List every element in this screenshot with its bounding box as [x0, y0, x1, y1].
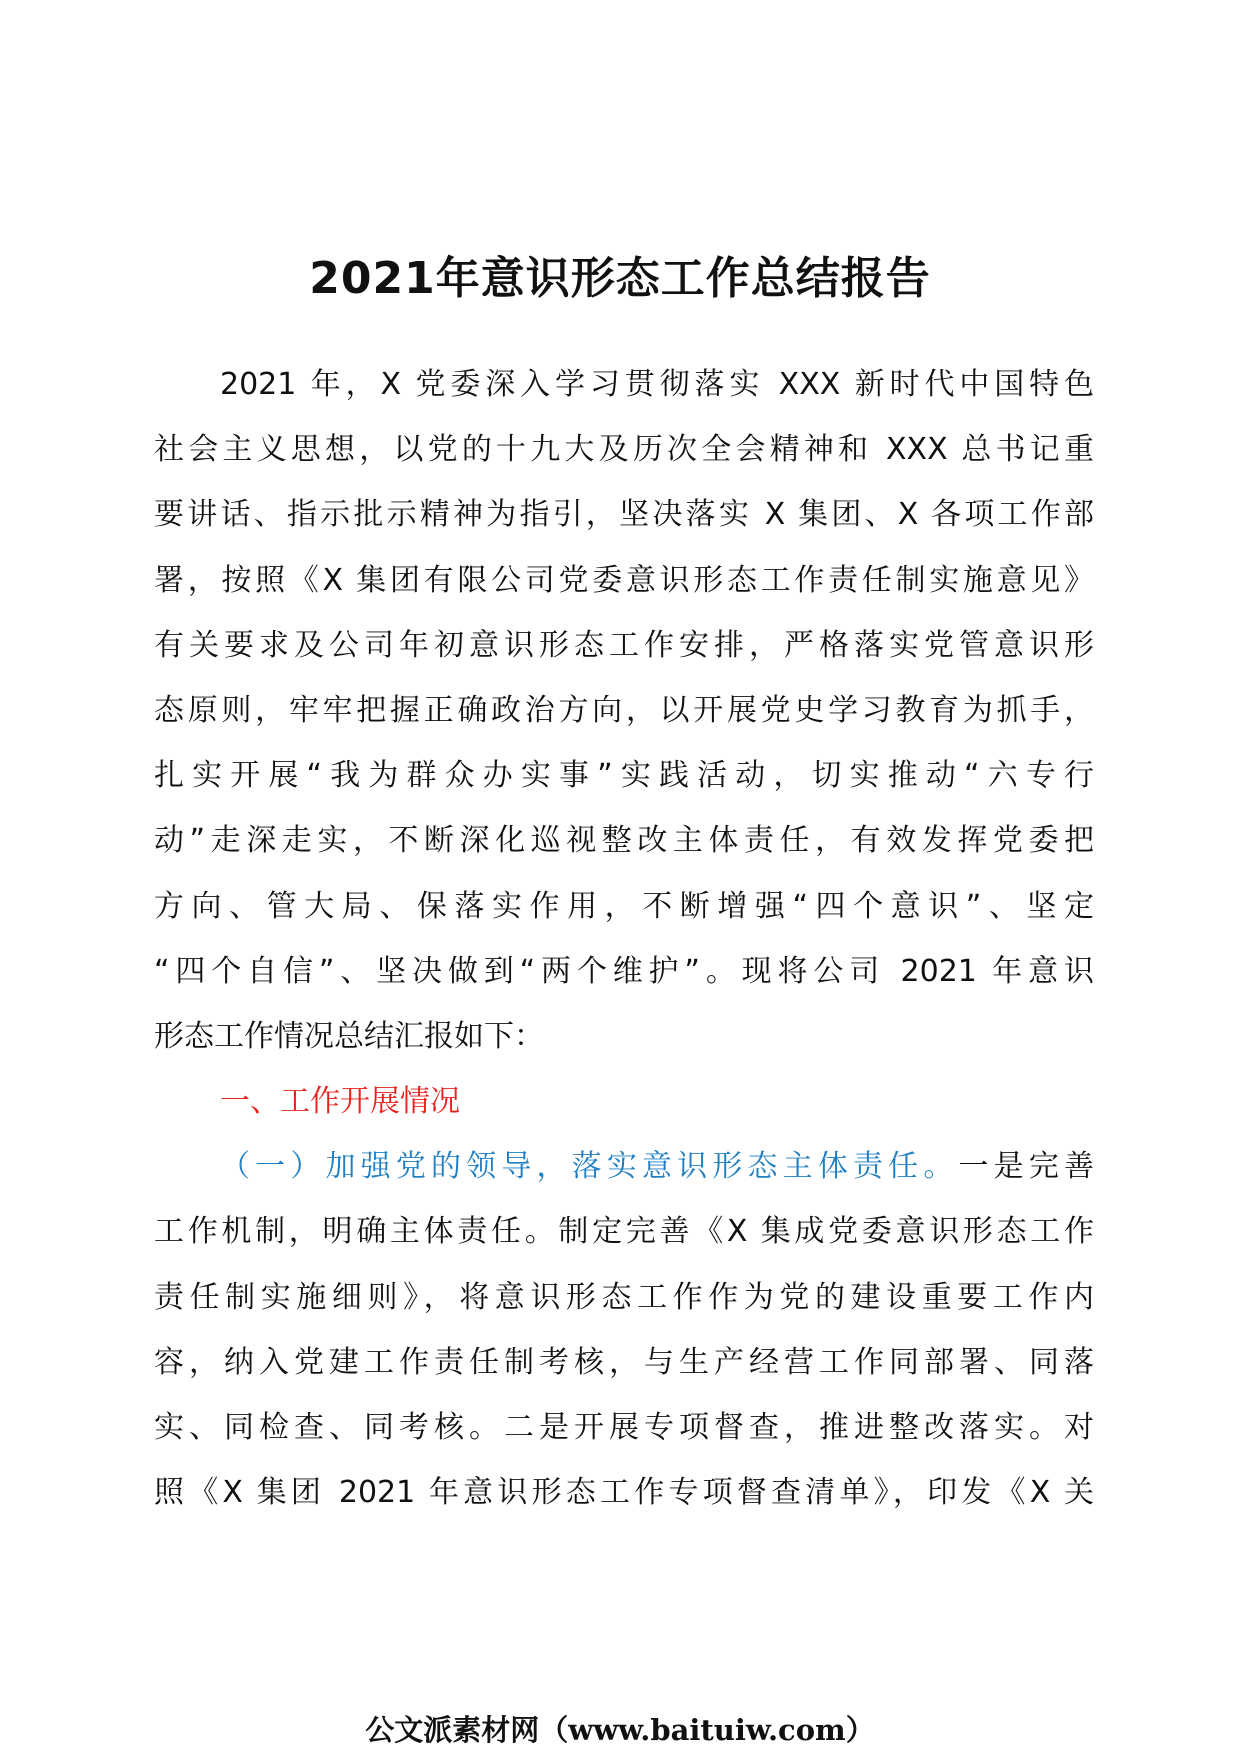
body-line: 要讲话、指示批示精神为指引，坚决落实 X 集团、X 各项工作部 [154, 497, 1094, 533]
body-line: 实、同检查、同考核。二是开展专项督查，推进整改落实。对 [154, 1410, 1094, 1445]
body-line: 方向、管大局、保落实作用，不断增强“四个意识”、坚定 [154, 888, 1094, 924]
body-line: 署，按照《X 集团有限公司党委意识形态工作责任制实施意见》 [154, 562, 1094, 598]
body-line: 容，纳入党建工作责任制考核，与生产经营工作同部署、同落 [154, 1344, 1094, 1380]
body-line: 扎实开展“我为群众办实事”实践活动，切实推动“六专行 [154, 758, 1094, 794]
body-line: 工作机制，明确主体责任。制定完善《X 集成党委意识形态工作 [154, 1214, 1094, 1250]
document-body [154, 352, 1094, 1525]
section-heading: 一、工作开展情况 [220, 1084, 460, 1120]
watermark-footer: 公文派素材网（www.baituiw.com） [365, 1713, 875, 1747]
subsection-first-line [154, 1134, 1094, 1199]
body-line: 有关要求及公司年初意识形态工作安排，严格落实党管意识形 [154, 627, 1094, 663]
body-line: “四个自信”、坚决做到“两个维护”。现将公司 2021 年意识 [154, 953, 1094, 989]
body-line: 形态工作情况总结汇报如下： [154, 1018, 544, 1054]
subsection-heading: （一）加强党的领导，落实意识形态主体责任。 [220, 1149, 959, 1185]
body-line: 照《X 集团 2021 年意识形态工作专项督查清单》，印发《X 关 [154, 1475, 1094, 1511]
body-line: 社会主义思想，以党的十九大及历次全会精神和 XXX 总书记重 [154, 432, 1094, 468]
document-title: 2021年意识形态工作总结报告 [309, 253, 931, 304]
body-line: 动”走深走实，不断深化巡视整改主体责任，有效发挥党委把 [154, 823, 1094, 859]
body-line: 态原则，牢牢把握正确政治方向，以开展党史学习教育为抓手， [154, 692, 1094, 728]
subsection-lead-text: 一是完善 [958, 1149, 1095, 1185]
body-line: 责任制实施细则》，将意识形态工作作为党的建设重要工作内 [154, 1279, 1094, 1315]
body-line: 2021 年，X 党委深入学习贯彻落实 XXX 新时代中国特色 [220, 367, 1094, 402]
